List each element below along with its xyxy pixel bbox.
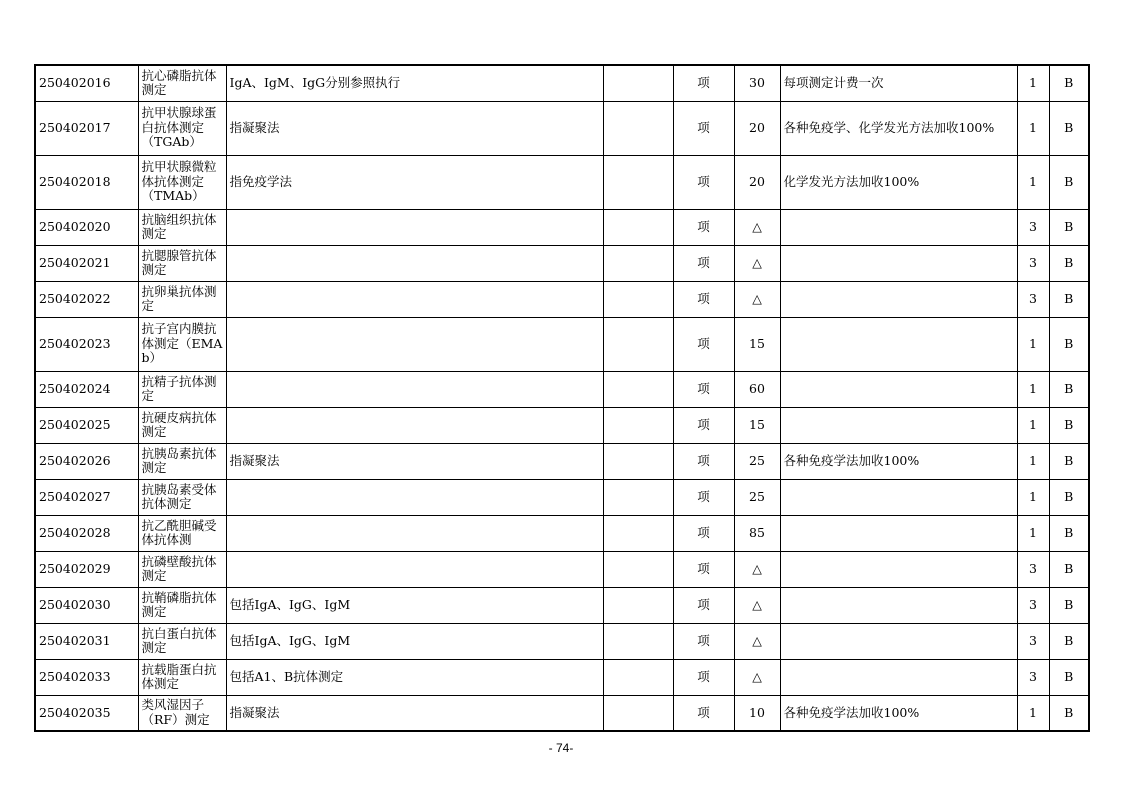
item-name: 类风湿因子（RF）测定 [138, 695, 226, 731]
item-grade: 1 [1017, 695, 1049, 731]
item-code: 250402033 [35, 659, 138, 695]
table-row [35, 65, 1089, 101]
item-excluded [603, 317, 673, 371]
item-excluded [603, 515, 673, 551]
item-grade: 3 [1017, 245, 1049, 281]
item-grade: 1 [1017, 407, 1049, 443]
item-excluded [603, 281, 673, 317]
item-price: △ [734, 281, 780, 317]
item-note: 各种免疫学法加收100% [780, 443, 1017, 479]
item-content [226, 551, 603, 587]
item-code: 250402029 [35, 551, 138, 587]
item-code: 250402021 [35, 245, 138, 281]
item-unit: 项 [673, 695, 734, 731]
table-row [35, 443, 1089, 479]
item-code: 250402020 [35, 209, 138, 245]
table-row [35, 515, 1089, 551]
item-code: 250402028 [35, 515, 138, 551]
item-grade: 1 [1017, 317, 1049, 371]
table-row [35, 551, 1089, 587]
item-name: 抗磷壁酸抗体测定 [138, 551, 226, 587]
item-grade: 1 [1017, 155, 1049, 209]
item-code: 250402024 [35, 371, 138, 407]
item-category: B [1049, 245, 1089, 281]
item-code: 250402031 [35, 623, 138, 659]
item-price: 15 [734, 407, 780, 443]
item-note [780, 209, 1017, 245]
item-category: B [1049, 551, 1089, 587]
item-note [780, 281, 1017, 317]
item-price: 15 [734, 317, 780, 371]
item-unit: 项 [673, 371, 734, 407]
item-excluded [603, 407, 673, 443]
item-unit: 项 [673, 479, 734, 515]
item-name: 抗腮腺管抗体测定 [138, 245, 226, 281]
item-name: 抗乙酰胆碱受体抗体测 [138, 515, 226, 551]
item-code: 250402022 [35, 281, 138, 317]
item-category: B [1049, 209, 1089, 245]
item-code: 250402017 [35, 101, 138, 155]
item-content [226, 371, 603, 407]
item-category: B [1049, 371, 1089, 407]
item-name: 抗白蛋白抗体测定 [138, 623, 226, 659]
item-unit: 项 [673, 209, 734, 245]
item-code: 250402027 [35, 479, 138, 515]
item-category: B [1049, 443, 1089, 479]
item-excluded [603, 65, 673, 101]
item-excluded [603, 371, 673, 407]
item-name: 抗鞘磷脂抗体测定 [138, 587, 226, 623]
table-row [35, 407, 1089, 443]
item-category: B [1049, 695, 1089, 731]
item-note [780, 659, 1017, 695]
table-row [35, 587, 1089, 623]
item-excluded [603, 587, 673, 623]
item-unit: 项 [673, 407, 734, 443]
item-price: 20 [734, 155, 780, 209]
item-content: 指凝聚法 [226, 695, 603, 731]
item-excluded [603, 659, 673, 695]
item-content: 指凝聚法 [226, 443, 603, 479]
item-unit: 项 [673, 551, 734, 587]
item-grade: 3 [1017, 623, 1049, 659]
item-content [226, 407, 603, 443]
item-name: 抗载脂蛋白抗体测定 [138, 659, 226, 695]
item-price: 20 [734, 101, 780, 155]
item-name: 抗胰岛素抗体测定 [138, 443, 226, 479]
item-category: B [1049, 623, 1089, 659]
item-name: 抗硬皮病抗体测定 [138, 407, 226, 443]
item-category: B [1049, 659, 1089, 695]
item-price: 60 [734, 371, 780, 407]
item-code: 250402035 [35, 695, 138, 731]
item-grade: 3 [1017, 281, 1049, 317]
item-price: 10 [734, 695, 780, 731]
item-note [780, 371, 1017, 407]
item-content [226, 281, 603, 317]
fee-table [34, 64, 1090, 732]
item-price: 25 [734, 479, 780, 515]
item-category: B [1049, 515, 1089, 551]
item-content [226, 245, 603, 281]
item-code: 250402016 [35, 65, 138, 101]
item-grade: 1 [1017, 515, 1049, 551]
item-category: B [1049, 281, 1089, 317]
item-price: △ [734, 587, 780, 623]
item-category: B [1049, 101, 1089, 155]
item-code: 250402025 [35, 407, 138, 443]
item-price: △ [734, 209, 780, 245]
table-row [35, 101, 1089, 155]
item-content: 包括IgA、IgG、IgM [226, 623, 603, 659]
item-code: 250402026 [35, 443, 138, 479]
item-category: B [1049, 65, 1089, 101]
item-content [226, 515, 603, 551]
item-category: B [1049, 587, 1089, 623]
item-unit: 项 [673, 65, 734, 101]
table-row [35, 155, 1089, 209]
item-grade: 1 [1017, 371, 1049, 407]
item-content: IgA、IgM、IgG分别参照执行 [226, 65, 603, 101]
table-row [35, 695, 1089, 731]
item-excluded [603, 479, 673, 515]
table-row [35, 317, 1089, 371]
item-name: 抗精子抗体测定 [138, 371, 226, 407]
item-price: 25 [734, 443, 780, 479]
item-code: 250402030 [35, 587, 138, 623]
item-unit: 项 [673, 155, 734, 209]
item-excluded [603, 695, 673, 731]
item-price: 30 [734, 65, 780, 101]
item-price: △ [734, 659, 780, 695]
item-note: 每项测定计费一次 [780, 65, 1017, 101]
table-row [35, 479, 1089, 515]
item-name: 抗甲状腺微粒体抗体测定（TMAb） [138, 155, 226, 209]
item-note [780, 479, 1017, 515]
item-note [780, 587, 1017, 623]
table-row [35, 371, 1089, 407]
item-price: 85 [734, 515, 780, 551]
item-category: B [1049, 155, 1089, 209]
table-row [35, 245, 1089, 281]
item-grade: 3 [1017, 209, 1049, 245]
item-excluded [603, 443, 673, 479]
item-grade: 3 [1017, 659, 1049, 695]
item-note [780, 623, 1017, 659]
item-category: B [1049, 479, 1089, 515]
item-note [780, 551, 1017, 587]
table-body [35, 65, 1089, 731]
item-content: 包括IgA、IgG、IgM [226, 587, 603, 623]
item-content: 指免疫学法 [226, 155, 603, 209]
item-content [226, 317, 603, 371]
item-code: 250402018 [35, 155, 138, 209]
item-unit: 项 [673, 659, 734, 695]
page-number: - 74- [548, 741, 574, 755]
item-grade: 1 [1017, 443, 1049, 479]
item-grade: 1 [1017, 479, 1049, 515]
item-content: 包括A1、B抗体测定 [226, 659, 603, 695]
item-note [780, 317, 1017, 371]
item-name: 抗甲状腺球蛋白抗体测定（TGAb） [138, 101, 226, 155]
item-note [780, 515, 1017, 551]
item-name: 抗胰岛素受体抗体测定 [138, 479, 226, 515]
item-excluded [603, 245, 673, 281]
item-category: B [1049, 407, 1089, 443]
item-name: 抗心磷脂抗体测定 [138, 65, 226, 101]
item-code: 250402023 [35, 317, 138, 371]
item-price: △ [734, 623, 780, 659]
table-row [35, 209, 1089, 245]
item-unit: 项 [673, 623, 734, 659]
item-note: 化学发光方法加收100% [780, 155, 1017, 209]
item-grade: 3 [1017, 551, 1049, 587]
item-grade: 1 [1017, 65, 1049, 101]
item-note: 各种免疫学法加收100% [780, 695, 1017, 731]
item-grade: 1 [1017, 101, 1049, 155]
item-price: △ [734, 551, 780, 587]
item-name: 抗脑组织抗体测定 [138, 209, 226, 245]
table-row [35, 281, 1089, 317]
item-content [226, 209, 603, 245]
item-unit: 项 [673, 515, 734, 551]
item-unit: 项 [673, 245, 734, 281]
item-unit: 项 [673, 317, 734, 371]
item-unit: 项 [673, 443, 734, 479]
item-excluded [603, 623, 673, 659]
item-name: 抗子宫内膜抗体测定（EMAb） [138, 317, 226, 371]
item-excluded [603, 101, 673, 155]
item-note: 各种免疫学、化学发光方法加收100% [780, 101, 1017, 155]
item-grade: 3 [1017, 587, 1049, 623]
table-row [35, 623, 1089, 659]
item-note [780, 245, 1017, 281]
item-note [780, 407, 1017, 443]
item-unit: 项 [673, 587, 734, 623]
item-excluded [603, 551, 673, 587]
item-content [226, 479, 603, 515]
item-excluded [603, 209, 673, 245]
item-content: 指凝聚法 [226, 101, 603, 155]
item-name: 抗卵巢抗体测定 [138, 281, 226, 317]
table-row [35, 659, 1089, 695]
item-unit: 项 [673, 281, 734, 317]
item-excluded [603, 155, 673, 209]
item-category: B [1049, 317, 1089, 371]
item-price: △ [734, 245, 780, 281]
item-unit: 项 [673, 101, 734, 155]
